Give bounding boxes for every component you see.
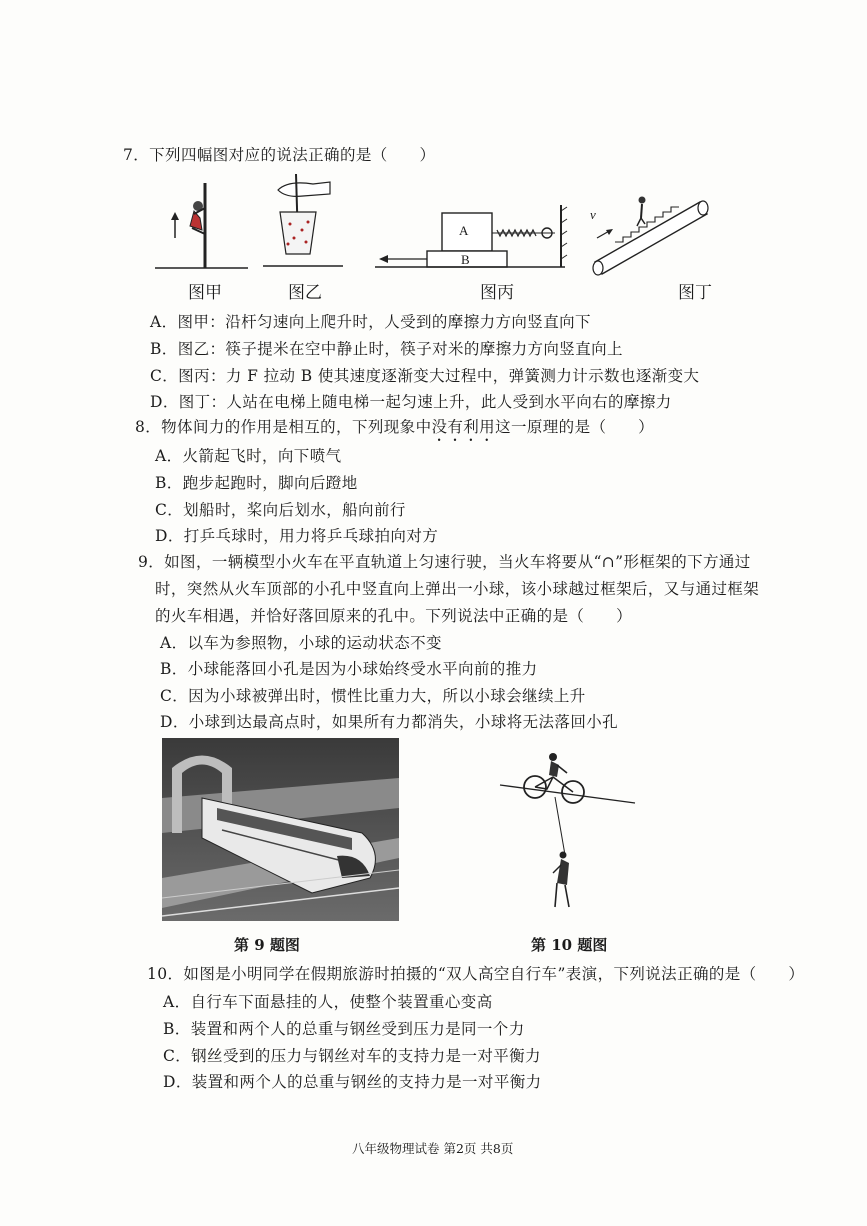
q10-option-c: C．钢丝受到的压力与钢丝对车的支持力是一对平衡力 bbox=[163, 1047, 541, 1065]
q7-block-a: A bbox=[459, 223, 469, 238]
q9-option-b: B．小球能落回小孔是因为小球始终受水平向前的推力 bbox=[160, 660, 538, 678]
q7-stem: 7．下列四幅图对应的说法正确的是（ ） bbox=[123, 146, 436, 164]
q7-figure-ding bbox=[585, 190, 715, 280]
q10-option-a: A．自行车下面悬挂的人，使整个装置重心变高 bbox=[163, 993, 493, 1011]
q8-option-d: D．打乒乓球时，用力将乒乓球拍向对方 bbox=[155, 527, 439, 545]
q9-option-d: D．小球到达最高点时，如果所有力都消失，小球将无法落回小孔 bbox=[160, 713, 619, 731]
q7-label-ding: 图丁 bbox=[678, 283, 712, 303]
q7-option-d: D．图丁：人站在电梯上随电梯一起匀速上升，此人受到水平向右的摩擦力 bbox=[150, 393, 672, 411]
fig9-caption: 第 9 题图 bbox=[234, 936, 300, 954]
q7-label-yi: 图乙 bbox=[288, 283, 322, 303]
q7-option-b: B．图乙：筷子提米在空中静止时，筷子对米的摩擦力方向竖直向上 bbox=[150, 340, 623, 358]
q9-train-photo bbox=[162, 738, 399, 921]
q8-stem bbox=[135, 415, 654, 445]
q7-velocity-label: v bbox=[590, 207, 596, 222]
fig10-caption: 第 10 题图 bbox=[531, 936, 608, 954]
q7-label-bing: 图丙 bbox=[480, 283, 514, 303]
page-footer: 八年级物理试卷 第2页 共8页 bbox=[352, 1141, 514, 1156]
q9-option-c: C．因为小球被弹出时，惯性比重力大，所以小球会继续上升 bbox=[160, 687, 586, 705]
q8-option-b: B．跑步起跑时，脚向后蹬地 bbox=[155, 474, 358, 492]
q8-stem-before: 8．物体间力的作用是相互的，下列现象中 bbox=[135, 418, 432, 436]
q7-label-jia: 图甲 bbox=[188, 283, 222, 303]
q8-option-a: A．火箭起飞时，向下喷气 bbox=[155, 447, 342, 465]
q8-stem-after: 这一原理的是（ ） bbox=[495, 418, 655, 436]
q9-stem-line-3: 的火车相遇，并恰好落回原来的孔中。下列说法中正确的是（ ） bbox=[155, 607, 633, 625]
q10-stem: 10．如图是小明同学在假期旅游时拍摄的“双人高空自行车”表演，下列说法正确的是（ ） bbox=[147, 965, 805, 983]
q9-stem-line-2: 时，突然从火车顶部的小孔中竖直向上弹出一小球，该小球越过框架后，又与通过框架 bbox=[155, 580, 760, 598]
q7-figure-jia bbox=[150, 178, 250, 273]
q7-block-b: B bbox=[461, 252, 470, 267]
q7-figure-yi bbox=[258, 172, 348, 272]
q9-stem-line-1: 9．如图，一辆模型小火车在平直轨道上匀速行驶，当火车将要从“∩”形框架的下方通过 bbox=[138, 553, 751, 571]
q7-option-a: A．图甲：沿杆匀速向上爬升时，人受到的摩擦力方向竖直向下 bbox=[150, 313, 591, 331]
q7-figure-bing bbox=[375, 205, 575, 275]
q8-stem-emphasis: 没有利用 bbox=[431, 418, 496, 436]
q9-option-a: A．以车为参照物，小球的运动状态不变 bbox=[160, 634, 442, 652]
q10-option-b: B．装置和两个人的总重与钢丝受到压力是同一个力 bbox=[163, 1020, 525, 1038]
q8-option-c: C．划船时，桨向后划水，船向前行 bbox=[155, 501, 406, 519]
q10-bicycle-figure bbox=[495, 745, 640, 920]
q7-option-c: C．图丙：力 F 拉动 B 使其速度逐渐变大过程中，弹簧测力计示数也逐渐变大 bbox=[150, 367, 700, 385]
q10-option-d: D．装置和两个人的总重与钢丝的支持力是一对平衡力 bbox=[163, 1073, 542, 1091]
